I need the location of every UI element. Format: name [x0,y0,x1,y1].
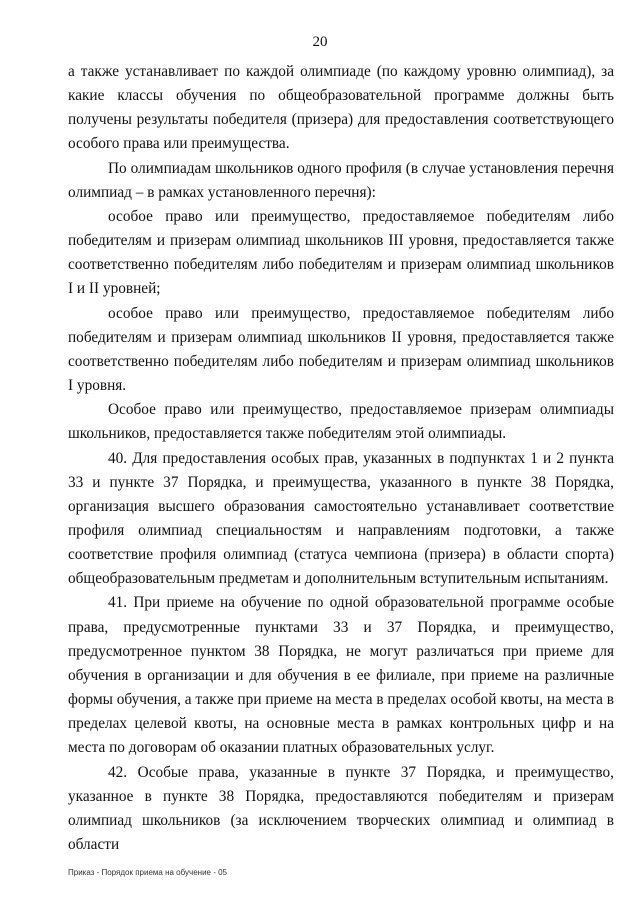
paragraph: а также устанавливает по каждой олимпиаде (по каждому уровню олимпиад), за какие классы обучения по общеобразовательной программе должны быть получены результаты победителя (призера) для предоставления соответствующего особого права или преимущества. [68,63,614,153]
paragraph: Особое право или преимущество, предоставляемое призерам олимпиады школьников, предоставляется также победителям этой олимпиады. [68,401,614,443]
paragraph: 41. При приеме на обучение по одной образовательной программе особые права, предусмотренные пунктами 33 и 37 Порядка, и преимущество, предусмотренное пунктом 38 Порядка, не могут различаться при приеме для обучения в организации и для обучения в ее филиале, при приеме на различные формы обучения, а также при приеме на места в пределах особой квоты, на места в пределах целевой квоты, на основные места в рамках контрольных цифр и на места по договорам об оказании платных образовательных услуг. [68,594,614,757]
paragraph: особое право или преимущество, предоставляемое победителям либо победителям и призерам олимпиад школьников III уровня, предоставляется также соответственно победителям либо победителям и призерам олимпиад школьников I и II уровней; [68,207,614,298]
paragraph: По олимпиадам школьников одного профиля (в случае установления перечня олимпиад – в рамках установленного перечня): [68,159,614,201]
paragraph: 40. Для предоставления особых прав, указанных в подпунктах 1 и 2 пункта 33 и пункте 37 Порядка, и преимущества, указанного в пункте 38 Порядка, организация высшего образования самостоятельно устанавливает соответствие профиля олимпиад специальностям и направлениям подготовки, а также соответствие профиля олимпиад (статуса чемпиона (призера) в области спорта) общеобразовательным предметам и дополнительным вступительным испытаниям. [68,449,614,588]
document-body [68,60,614,857]
page-number: 20 [312,34,328,50]
paragraph: особое право или преимущество, предоставляемое победителям либо победителям и призерам олимпиад школьников II уровня, предоставляется также соответственно победителям либо победителям и призерам олимпиад школьников I уровня. [68,304,614,395]
page-footer: Приказ - Порядок приема на обучение - 05 [68,868,227,877]
paragraph: 42. Особые права, указанные в пункте 37 Порядка, и преимущество, указанное в пункте 38 Порядка, предоставляются победителям и призерам олимпиад школьников (за исключением творческих олимпиад и олимпиад в области [68,763,614,853]
